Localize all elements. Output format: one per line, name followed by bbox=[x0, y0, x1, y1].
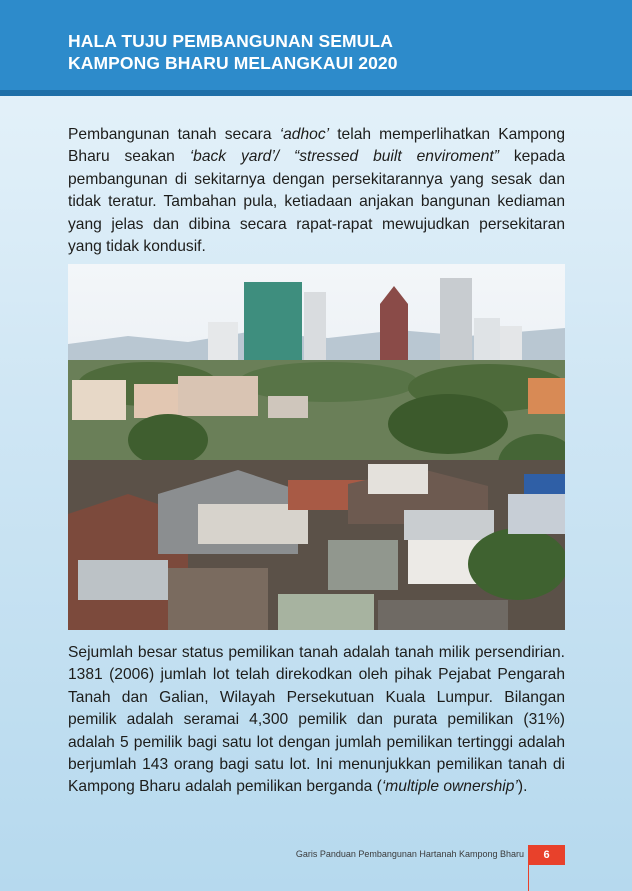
text-run: ). bbox=[517, 778, 528, 796]
cityscape-illustration bbox=[68, 264, 565, 630]
italic-term: ‘multiple ownership’ bbox=[381, 778, 518, 796]
page-number: 6 bbox=[528, 845, 565, 865]
tower bbox=[500, 326, 522, 364]
text-run: Pembangunan tanah secara bbox=[68, 126, 280, 143]
italic-term: ‘adhoc’ bbox=[279, 126, 330, 143]
page-title bbox=[68, 30, 398, 74]
text-run: kepada pembangunan di sekitarnya dengan persekitarannya yang sesak dan tidak teratur. Tambahan pula, ketiadaan anjakan bangunan kediaman yang jelas dan dibina secara rapat-rapat mewujudkan persekitaran yang tidak kondusif. bbox=[68, 148, 565, 256]
footer-divider bbox=[528, 865, 529, 891]
title-line-2: KAMPONG BHARU MELANGKAUI 2020 bbox=[68, 53, 398, 73]
tower bbox=[304, 292, 326, 364]
footer-document-title: Garis Panduan Pembangunan Hartanah Kampong Bharu bbox=[295, 849, 524, 859]
tower-green bbox=[244, 282, 302, 364]
tower bbox=[440, 278, 472, 364]
intro-paragraph bbox=[68, 124, 565, 258]
title-line-1: HALA TUJU PEMBANGUNAN SEMULA bbox=[68, 31, 393, 51]
text-run: telah memperlihatkan Kampong Bharu seakan bbox=[68, 126, 565, 166]
italic-term: ‘back yard’/ “stressed built enviroment” bbox=[189, 148, 499, 166]
tower bbox=[474, 318, 500, 364]
tower bbox=[208, 322, 238, 364]
page-header bbox=[0, 0, 632, 96]
ownership-paragraph bbox=[68, 642, 565, 799]
text-run: Sejumlah besar status pemilikan tanah adalah tanah milik persendirian. 1381 (2006) jumlah lot telah direkodkan oleh pihak Pejabat Pengarah Tanah dan Galian, Wilayah Persekutuan Kuala Lumpur. Bilangan pemilik adalah seramai 4,300 pemilik dan purata pemilikan (31%) adalah 5 pemilik bagi satu lot dengan jumlah pemilikan tertinggi adalah berjumlah 143 orang bagi satu lot. Ini menunjukkan pemilikan tanah di Kampong Bharu adalah pemilikan berganda ( bbox=[68, 644, 565, 796]
kampong-bharu-photo bbox=[68, 264, 565, 630]
